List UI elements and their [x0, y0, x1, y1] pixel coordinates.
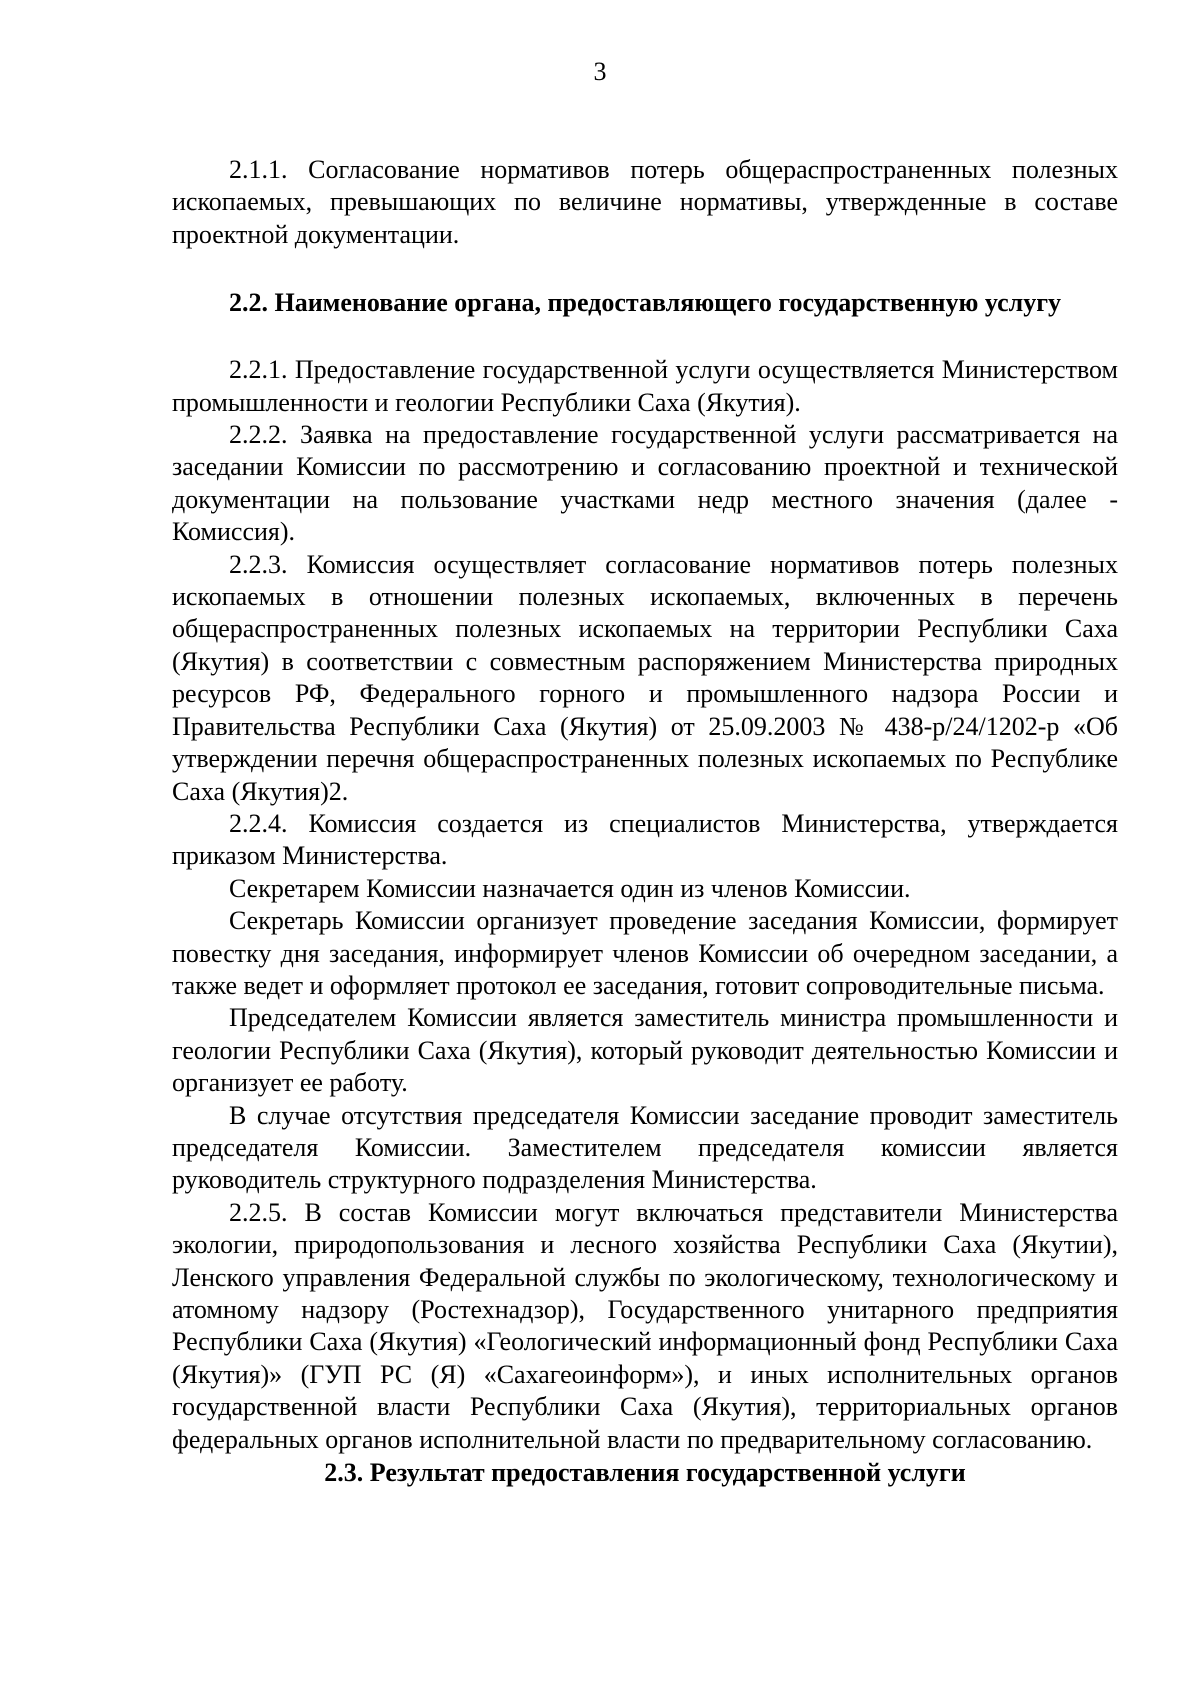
paragraph-secretary-duties: Секретарь Комиссии организует проведение заседания Комиссии, формирует повестку дня заседания, информирует членов Комиссии об очередном заседании, а также ведет и оформляет протокол ее заседания, готовит сопроводительные письма.	[172, 906, 1118, 1000]
paragraph-2-1-1: 2.1.1. Согласование нормативов потерь общераспространенных полезных ископаемых, превышающих по величине нормативы, утвержденные в составе проектной документации.	[172, 155, 1118, 249]
paragraph-2-2-1: 2.2.1. Предоставление государственной услуги осуществляется Министерством промышленности и геологии Республики Саха (Якутия).	[172, 355, 1118, 417]
page-number: 3	[593, 57, 607, 86]
paragraph-secretary-appointed: Секретарем Комиссии назначается один из членов Комиссии.	[229, 873, 911, 903]
paragraph-2-2-3: 2.2.3. Комиссия осуществляет согласование нормативов потерь полезных ископаемых в отношении полезных ископаемых, включенных в перечень общераспространенных полезных ископаемых на территории Республики Саха (Якутия) в соответствии с совместным распоряжением Министерства природных ресурсов РФ, Федерального горного и промышленного надзора России и Правительства Республики Саха (Якутия) от 25.09.2003 № 438-р/24/1202-р «Об утверждении перечня общераспространенных полезных ископаемых по Республике Саха (Якутия)2.	[172, 549, 1118, 806]
document-body	[172, 154, 1118, 1489]
section-heading-2-3: 2.3. Результат предоставления государственной услуги	[324, 1458, 966, 1488]
paragraph-2-2-5: 2.2.5. В состав Комиссии могут включаться представители Министерства экологии, природопользования и лесного хозяйства Республики Саха (Якутии), Ленского управления Федеральной службы по экологическому, технологическому и атомному надзору (Ростехнадзор), Государственного унитарного предприятия Республики Саха (Якутия) «Геологический информационный фонд Республики Саха (Якутия)» (ГУП РС (Я) «Сахагеоинформ»), и иных исполнительных органов государственной власти Республики Саха (Якутия), территориальных органов федеральных органов исполнительной власти по предварительному согласованию.	[172, 1197, 1118, 1454]
paragraph-2-2-4: 2.2.4. Комиссия создается из специалистов Министерства, утверждается приказом Министерства.	[172, 808, 1118, 871]
paragraph-deputy-chairman: В случае отсутствия председателя Комиссии заседание проводит заместитель председателя Комиссии. Заместителем председателя комиссии является руководитель структурного подразделения Министерства.	[172, 1100, 1118, 1195]
paragraph-2-2-2: 2.2.2. Заявка на предоставление государственной услуги рассматривается на заседании Комиссии по рассмотрению и согласованию проектной и технической документации на пользование участками недр местного значения (далее - Комиссия).	[172, 420, 1118, 547]
paragraph-chairman: Председателем Комиссии является заместитель министра промышленности и геологии Республики Саха (Якутия), который руководит деятельностью Комиссии и организует ее работу.	[172, 1003, 1118, 1098]
section-heading-2-2: 2.2. Наименование органа, предоставляющего государственную услугу	[228, 288, 1062, 318]
